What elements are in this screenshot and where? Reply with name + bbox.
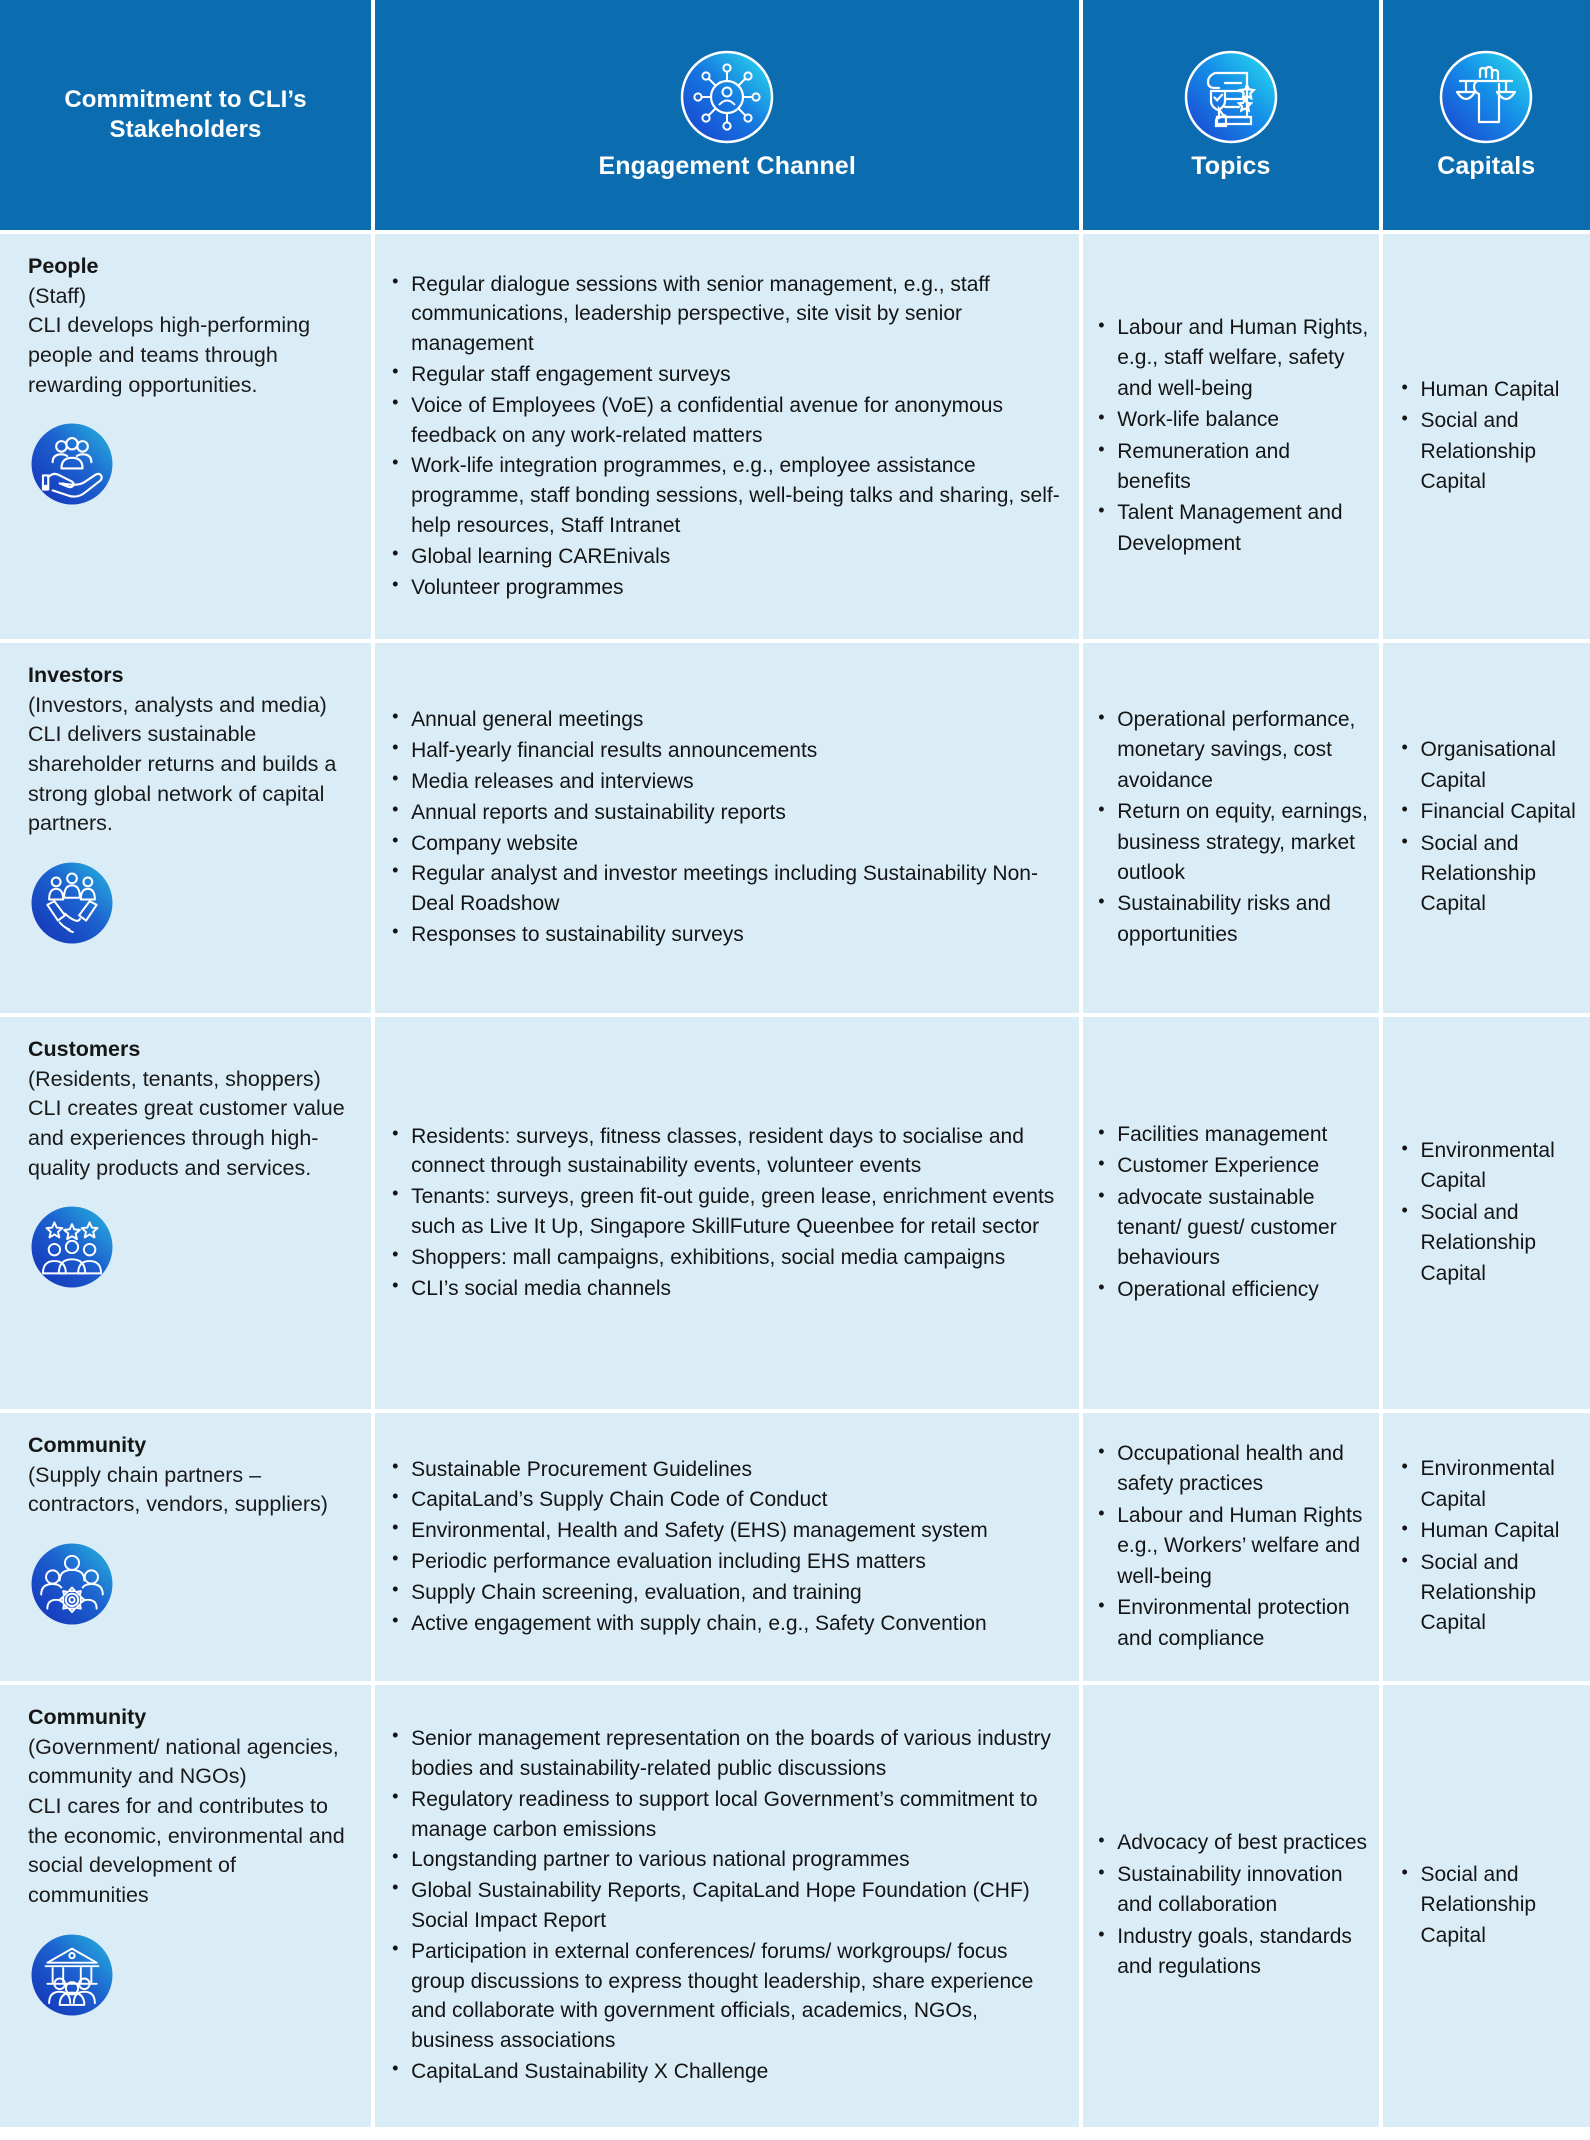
stakeholder-description: CLI creates great customer value and experiences through high-quality products and services. xyxy=(28,1096,345,1180)
stakeholder-description: CLI delivers sustainable shareholder returns and builds a strong global network of capital partners. xyxy=(28,722,337,836)
table-row xyxy=(0,643,1590,1013)
list-item: • Operational efficiency xyxy=(1095,1275,1368,1305)
topics-list xyxy=(1095,313,1368,561)
capitals-cell xyxy=(1383,643,1590,1013)
list-item: • Regular analyst and investor meetings including Sustainability Non-Deal Roadshow xyxy=(389,859,1065,919)
stakeholder-cell xyxy=(0,1413,371,1681)
list-item: • Labour and Human Rights e.g., Workers’ welfare and well-being xyxy=(1095,1501,1368,1592)
list-item: • Annual reports and sustainability reports xyxy=(389,798,1065,828)
capitals-cell xyxy=(1383,1685,1590,2127)
stakeholder-name: Customers xyxy=(28,1037,141,1061)
list-item: • Regular staff engagement surveys xyxy=(389,360,1065,390)
list-item: • Facilities management xyxy=(1095,1120,1368,1150)
list-item: • Human Capital xyxy=(1399,1516,1583,1546)
stakeholder-cell xyxy=(0,234,371,639)
list-item: • Labour and Human Rights, e.g., staff welfare, safety and well-being xyxy=(1095,313,1368,404)
list-item: • Return on equity, earnings, business strategy, market outlook xyxy=(1095,797,1368,888)
header-cell-engagement-channel xyxy=(375,0,1079,230)
stakeholder-subtitle: (Staff) xyxy=(28,283,87,308)
table-row xyxy=(0,1017,1590,1409)
header-title-stakeholders: Commitment to CLI’s Stakeholders xyxy=(64,86,307,143)
list-item: • Regulatory readiness to support local Government’s commitment to manage carbon emissions xyxy=(389,1785,1065,1845)
list-item: • Financial Capital xyxy=(1399,797,1583,827)
topics-list xyxy=(1095,1439,1368,1655)
topics-cell xyxy=(1083,1413,1378,1681)
list-item: • Sustainable Procurement Guidelines xyxy=(389,1455,1065,1485)
header-title-capitals: Capitals xyxy=(1437,152,1536,181)
topics-cell xyxy=(1083,1017,1378,1409)
list-item: • Global Sustainability Reports, CapitaLand Hope Foundation (CHF) Social Impact Report xyxy=(389,1876,1065,1936)
list-item: • Media releases and interviews xyxy=(389,767,1065,797)
engagement-channel-list xyxy=(389,705,1065,951)
engagement-channel-list xyxy=(389,1122,1065,1305)
engagement-channel-cell xyxy=(375,234,1079,639)
engagement-channel-list xyxy=(389,1455,1065,1640)
list-item: • Environmental protection and compliance xyxy=(1095,1593,1368,1654)
stakeholder-name: Investors xyxy=(28,663,124,687)
list-item: • Shoppers: mall campaigns, exhibitions, social media campaigns xyxy=(389,1243,1065,1273)
list-item: • Advocacy of best practices xyxy=(1095,1828,1368,1858)
list-item: • Sustainability innovation and collaboration xyxy=(1095,1860,1368,1921)
list-item: • Participation in external conferences/ forums/ workgroups/ focus group discussions to express thought leadership, share experience and collaborate with government officials, academics, NGOs, business associations xyxy=(389,1937,1065,2056)
stakeholder-subtitle: (Investors, analysts and media) xyxy=(28,692,327,717)
stakeholder-description: CLI develops high-performing people and teams through rewarding opportunities. xyxy=(28,313,311,397)
list-item: • Volunteer programmes xyxy=(389,573,1065,603)
capitals-list xyxy=(1399,1860,1583,1952)
stakeholder-name: Community xyxy=(28,1433,147,1457)
list-item: • advocate sustainable tenant/ guest/ customer behaviours xyxy=(1095,1183,1368,1274)
list-item: • CLI’s social media channels xyxy=(389,1274,1065,1304)
list-item: • Human Capital xyxy=(1399,375,1583,405)
engagement-channel-list xyxy=(389,1724,1065,2088)
list-item: • Longstanding partner to various national programmes xyxy=(389,1845,1065,1875)
list-item: • Operational performance, monetary savings, cost avoidance xyxy=(1095,705,1368,796)
stakeholder-name: People xyxy=(28,254,99,278)
table-row xyxy=(0,1413,1590,1681)
list-item: • Environmental, Health and Safety (EHS) management system xyxy=(389,1516,1065,1546)
engagement-channel-cell xyxy=(375,643,1079,1013)
stars-people-icon xyxy=(28,1203,116,1291)
list-item: • Half-yearly financial results announcements xyxy=(389,736,1065,766)
engagement-channel-cell xyxy=(375,1017,1079,1409)
list-item: • Regular dialogue sessions with senior management, e.g., staff communications, leadership perspective, site visit by senior management xyxy=(389,270,1065,359)
list-item: • Industry goals, standards and regulations xyxy=(1095,1922,1368,1983)
capitals-list xyxy=(1399,1454,1583,1640)
list-item: • Responses to sustainability surveys xyxy=(389,920,1065,950)
capitals-cell xyxy=(1383,1413,1590,1681)
list-item: • Social and Relationship Capital xyxy=(1399,829,1583,920)
list-item: • Social and Relationship Capital xyxy=(1399,1860,1583,1951)
list-item: • Talent Management and Development xyxy=(1095,498,1368,559)
people-in-hand-icon xyxy=(28,420,116,508)
engagement-channel-cell xyxy=(375,1685,1079,2127)
topics-cell xyxy=(1083,643,1378,1013)
people-gear-icon xyxy=(28,1540,116,1628)
stakeholder-subtitle: (Residents, tenants, shoppers) xyxy=(28,1066,321,1091)
engagement-channel-cell xyxy=(375,1413,1079,1681)
engagement-channel-list xyxy=(389,270,1065,604)
list-item: • Residents: surveys, fitness classes, resident days to socialise and connect through sustainability events, volunteer events xyxy=(389,1122,1065,1182)
capitals-cell xyxy=(1383,1017,1590,1409)
list-item: • Remuneration and benefits xyxy=(1095,437,1368,498)
table-row xyxy=(0,234,1590,639)
capitals-cell xyxy=(1383,234,1590,639)
list-item: • Work-life integration programmes, e.g., employee assistance programme, staff bonding sessions, well-being talks and sharing, self-help resources, Staff Intranet xyxy=(389,451,1065,540)
topics-list xyxy=(1095,1828,1368,1983)
table-header-row xyxy=(0,0,1590,230)
list-item: • CapitaLand Sustainability X Challenge xyxy=(389,2057,1065,2087)
list-item: • Customer Experience xyxy=(1095,1151,1368,1181)
stakeholder-subtitle: (Supply chain partners – contractors, vendors, suppliers) xyxy=(28,1462,328,1517)
list-item: • Occupational health and safety practices xyxy=(1095,1439,1368,1500)
list-item: • Periodic performance evaluation including EHS matters xyxy=(389,1547,1065,1577)
header-cell-topics xyxy=(1083,0,1378,230)
header-cell-stakeholders xyxy=(0,0,371,230)
list-item: • Environmental Capital xyxy=(1399,1454,1583,1515)
capitals-list xyxy=(1399,735,1583,921)
list-item: • Environmental Capital xyxy=(1399,1136,1583,1197)
capitals-list xyxy=(1399,1136,1583,1290)
list-item: • Tenants: surveys, green fit-out guide, green lease, enrichment events such as Live It Up, Singapore SkillFuture Queenbee for retail sector xyxy=(389,1182,1065,1242)
stakeholder-subtitle: (Government/ national agencies, community and NGOs) xyxy=(28,1734,339,1789)
stakeholder-cell xyxy=(0,1685,371,2127)
capitals-list xyxy=(1399,375,1583,499)
network-person-icon xyxy=(677,47,777,147)
topics-list xyxy=(1095,1120,1368,1307)
list-item: • Organisational Capital xyxy=(1399,735,1583,796)
topics-cell xyxy=(1083,234,1378,639)
table-row xyxy=(0,1685,1590,2127)
list-item: • Senior management representation on the boards of various industry bodies and sustainability-related public discussions xyxy=(389,1724,1065,1784)
stakeholder-cell xyxy=(0,643,371,1013)
topics-cell xyxy=(1083,1685,1378,2127)
stakeholder-name: Community xyxy=(28,1705,147,1729)
government-building-people-icon xyxy=(28,1931,116,2019)
list-item: • CapitaLand’s Supply Chain Code of Conduct xyxy=(389,1485,1065,1515)
header-title-topics: Topics xyxy=(1191,152,1271,181)
list-item: • Social and Relationship Capital xyxy=(1399,1548,1583,1639)
handshake-people-icon xyxy=(28,859,116,947)
list-item: • Social and Relationship Capital xyxy=(1399,406,1583,497)
list-item: • Global learning CAREnivals xyxy=(389,542,1065,572)
list-item: • Work-life balance xyxy=(1095,405,1368,435)
list-item: • Active engagement with supply chain, e.g., Safety Convention xyxy=(389,1609,1065,1639)
header-cell-capitals xyxy=(1383,0,1590,230)
stakeholder-cell xyxy=(0,1017,371,1409)
header-title-engagement-channel: Engagement Channel xyxy=(598,152,856,181)
list-item: • Social and Relationship Capital xyxy=(1399,1198,1583,1289)
list-item: • Company website xyxy=(389,829,1065,859)
scales-fist-icon xyxy=(1436,47,1536,147)
scroll-checklist-icon xyxy=(1181,47,1281,147)
list-item: • Voice of Employees (VoE) a confidential avenue for anonymous feedback on any work-related matters xyxy=(389,391,1065,451)
list-item: • Annual general meetings xyxy=(389,705,1065,735)
list-item: • Supply Chain screening, evaluation, and training xyxy=(389,1578,1065,1608)
list-item: • Sustainability risks and opportunities xyxy=(1095,889,1368,950)
stakeholder-description: CLI cares for and contributes to the economic, environmental and social development of communities xyxy=(28,1793,345,1907)
topics-list xyxy=(1095,705,1368,952)
